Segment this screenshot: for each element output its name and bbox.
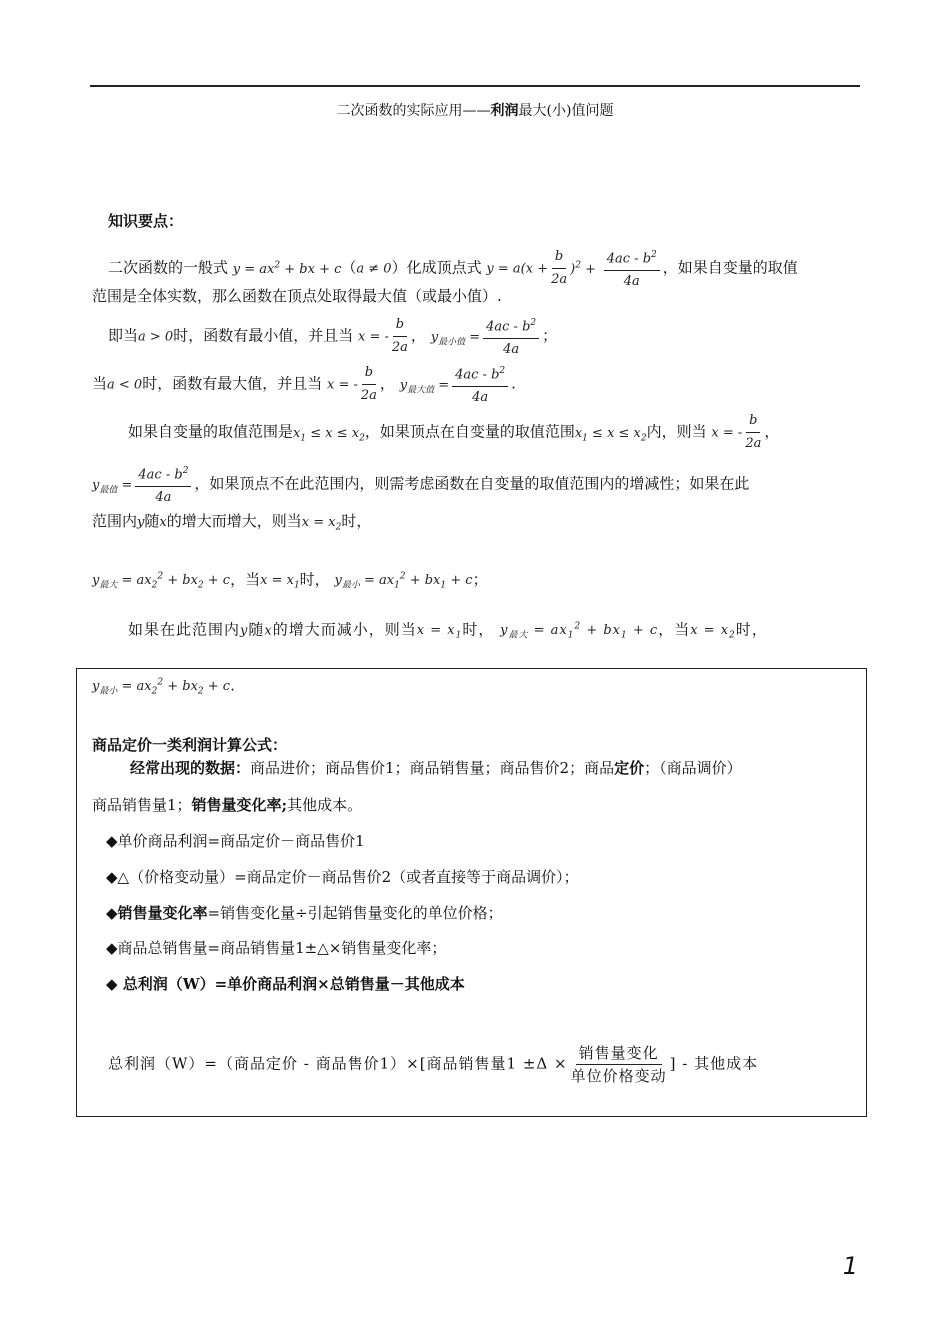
bullet-total-profit: ◆ 总利润（W）=单价商品利润×总销售量－其他成本	[106, 975, 465, 993]
knowledge-line-4: 当a < 0时，函数有最大值，并且当 x = - $\frac{b}{2a}$ ， $y_{最大值}$ = $\frac{4ac - b^2}{4a}$ .	[92, 360, 516, 409]
knowledge-heading: 知识要点：	[108, 212, 184, 230]
knowledge-line-5: 如果自变量的取值范围是$x_1 \le x \le x_2$，如果顶点在自变量的取值范围$x_1 \le x \le x_2$内，则当 x = - $\frac{b}{2a}$ ，	[128, 410, 779, 455]
header-rule	[90, 85, 860, 87]
page-title: 二次函数的实际应用——利润最大(小)值问题	[336, 103, 614, 119]
bullet-total-sales: ◆商品总销售量=商品销售量1±△×销售量变化率；	[106, 939, 447, 957]
box-heading: 商品定价一类利润计算公式：	[92, 736, 288, 754]
bullet-sales-rate: ◆销售量变化率=销售变化量÷引起销售量变化的单位价格；	[106, 904, 503, 922]
bullet-unit-profit: ◆单价商品利润=商品定价－商品售价1	[106, 832, 365, 850]
knowledge-line-8: $y_{最大} = ax_2^2 + bx_2 + c$，当$x = x_1$时， $y_{最小} = ax_1^2 + bx_1 + c$；	[92, 570, 488, 591]
knowledge-line-6: $y_{最值}$ = $\frac{4ac - b^2}{4a}$ ，如果顶点不在此范围内，则需考虑函数在自变量的取值范围内的增减性；如果在此	[92, 460, 749, 509]
knowledge-line-2: 范围是全体实数，那么函数在顶点处取得最大值（或最小值）.	[92, 287, 502, 305]
knowledge-line-7: 范围内y随x的增大而增大，则当$x = x_2$时，	[92, 512, 372, 533]
bullet-price-change: ◆△（价格变动量）=商品定价－商品售价2（或者直接等于商品调价）；	[106, 868, 579, 886]
common-data-line: 经常出现的数据：商品进价；商品售价1；商品销售量；商品售价2；商品定价；（商品调价）	[130, 759, 742, 777]
knowledge-line-1: 二次函数的一般式 $y = ax^2$ + bx + c（a ≠ 0）化成顶点式 y = a(x + $\frac{b}{2a}$ )$^2$ + $\frac{4ac - b^2}{4a}$ ，如果自变量的取值	[108, 244, 798, 293]
knowledge-line-9: 如果在此范围内y随x的增大而减小，则当$x = x_1$时， $y_{最大} = ax_1^2 + bx_1 + c$，当$x = x_2$时，	[128, 620, 768, 641]
box-min-formula: $y_{最小} = ax_2^2 + bx_2 + c$.	[92, 676, 235, 697]
page-number: 1	[842, 1252, 858, 1280]
common-data-line-2: 商品销售量1；销售量变化率;其他成本。	[92, 796, 363, 814]
total-profit-formula: 总利润（W）=（商品定价 - 商品售价1）×[商品销售量1 ±Δ × $\frac{\text{销售量变化}}{\text{单位价格变动}}$ ] - 其他成本	[108, 1044, 759, 1085]
knowledge-line-3: 即当a > 0时，函数有最小值，并且当 x = - $\frac{b}{2a}$ ， $y_{最小值}$ = $\frac{4ac - b^2}{4a}$ ；	[108, 312, 557, 361]
